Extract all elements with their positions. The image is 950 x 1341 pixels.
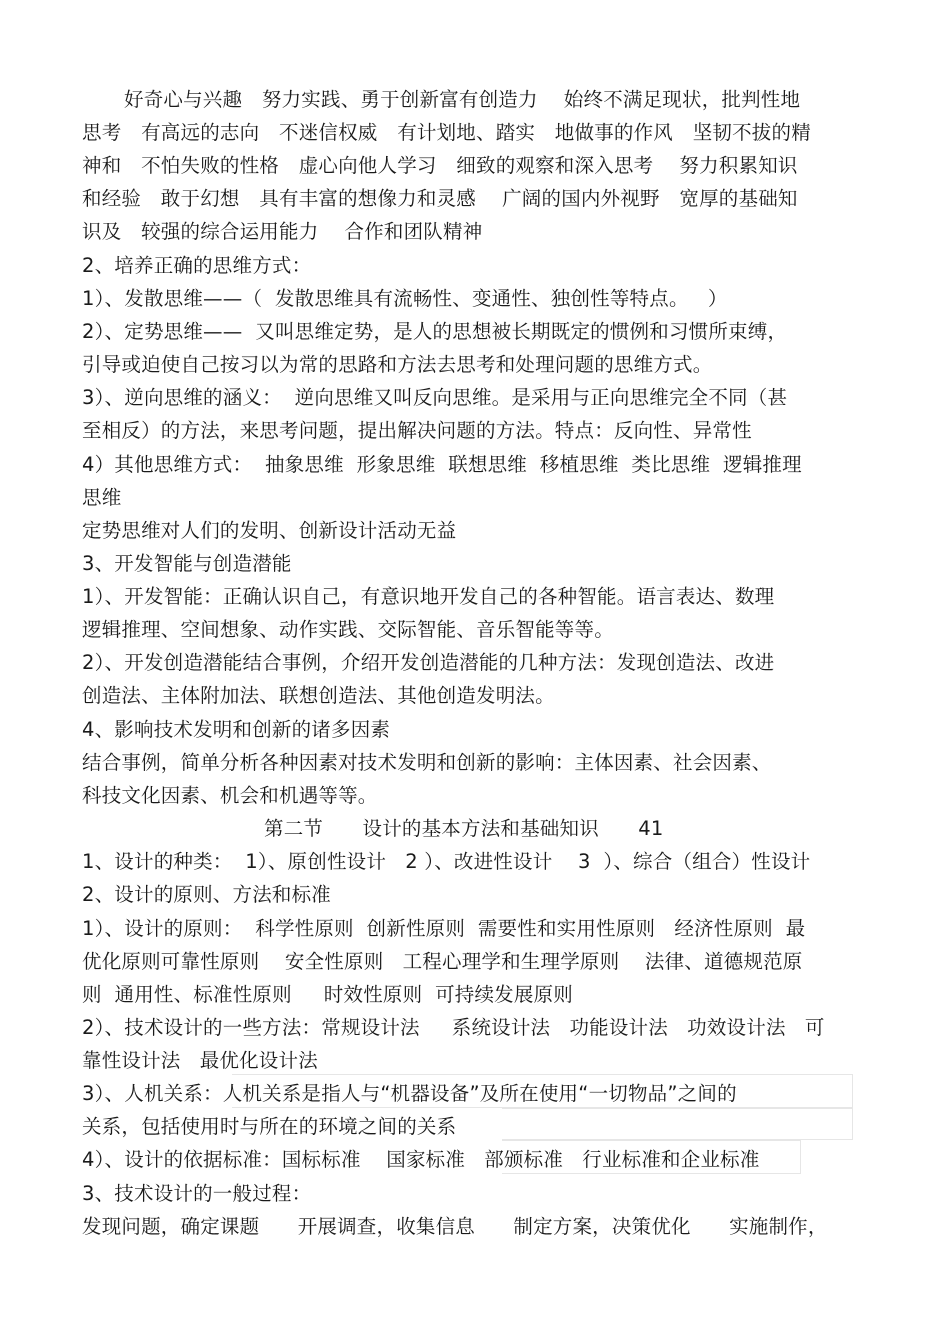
heading-4: 4、影响技术发明和创新的诸多因素 <box>82 718 391 741</box>
scan-box-artifact <box>502 1140 801 1174</box>
text-line: 科技文化因素、机会和机遇等等。 <box>82 784 378 807</box>
text-line: 4）其他思维方式： 抽象思维 形象思维 联想思维 移植思维 类比思维 逻辑推理 <box>82 453 802 476</box>
text-line: 关系，包括使用时与所在的环境之间的关系 <box>82 1115 457 1138</box>
text-line: 靠性设计法 最优化设计法 <box>82 1049 318 1072</box>
text-line: 4）、设计的依据标准：国标标准 国家标准 部颁标准 行业标准和企业标准 <box>82 1148 760 1171</box>
text-line: 和经验 敢于幻想 具有丰富的想像力和灵感 广阔的国内外视野 宽厚的基础知 <box>82 187 798 210</box>
text-line: 1）、开发智能：正确认识自己，有意识地开发自己的各种智能。语言表达、数理 <box>82 585 775 608</box>
text-line: 3）、逆向思维的涵义： 逆向思维又叫反向思维。是采用与正向思维完全不同（甚 <box>82 386 788 409</box>
text-line: 1、设计的种类： 1）、原创性设计 2 ）、改进性设计 3 ）、综合（组合）性设计 <box>82 850 811 873</box>
text-line: 结合事例，简单分析各种因素对技术发明和创新的影响：主体因素、社会因素、 <box>82 751 772 774</box>
text-line: 2）、开发创造潜能结合事例，介绍开发创造潜能的几种方法：发现创造法、改进 <box>82 651 775 674</box>
scan-box-artifact <box>232 1074 853 1108</box>
text-line: 思维 <box>82 486 122 509</box>
text-line: 逻辑推理、空间想象、动作实践、交际智能、音乐智能等等。 <box>82 618 614 641</box>
heading-3: 3、开发智能与创造潜能 <box>82 552 292 575</box>
text-line: 好奇心与兴趣 努力实践、勇于创新富有创造力 始终不满足现状，批判性地 <box>124 88 801 111</box>
text-line: 创造法、主体附加法、联想创造法、其他创造发明法。 <box>82 684 555 707</box>
text-line: 3）、人机关系：人机关系是指人与“机器设备”及所在使用“一切物品”之间的 <box>82 1082 737 1105</box>
text-line: 识及 较强的综合运用能力 合作和团队精神 <box>82 220 483 243</box>
text-line: 则 通用性、标准性原则 时效性原则 可持续发展原则 <box>82 983 573 1006</box>
text-line: 1）、发散思维——（ 发散思维具有流畅性、变通性、独创性等特点。 ） <box>82 287 728 310</box>
text-line: 2）、定势思维—— 又叫思维定势，是人的思想被长期既定的惯例和习惯所束缚， <box>82 320 788 343</box>
section-title: 第二节 设计的基本方法和基础知识 41 <box>264 817 664 840</box>
heading-3: 3、技术设计的一般过程： <box>82 1182 312 1205</box>
text-line: 至相反）的方法，来思考问题，提出解决问题的方法。特点：反向性、异常性 <box>82 419 752 442</box>
text-line: 2）、技术设计的一些方法：常规设计法 系统设计法 功能设计法 功效设计法 可 <box>82 1016 825 1039</box>
text-line: 优化原则可靠性原则 安全性原则 工程心理学和生理学原则 法律、道德规范原 <box>82 950 803 973</box>
heading-2: 2、培养正确的思维方式： <box>82 254 312 277</box>
text-line: 发现问题，确定课题 开展调查，收集信息 制定方案，决策优化 实施制作， <box>82 1215 828 1238</box>
text-line: 神和 不怕失败的性格 虚心向他人学习 细致的观察和深入思考 努力积累知识 <box>82 154 798 177</box>
text-line: 定势思维对人们的发明、创新设计活动无益 <box>82 519 457 542</box>
text-line: 思考 有高远的志向 不迷信权威 有计划地、踏实 地做事的作风 坚韧不拔的精 <box>82 121 811 144</box>
heading-2: 2、设计的原则、方法和标准 <box>82 883 332 906</box>
scan-box-artifact <box>502 1108 853 1140</box>
text-line: 引导或迫使自己按习以为常的思路和方法去思考和处理问题的思维方式。 <box>82 353 713 376</box>
text-line: 1）、设计的原则： 科学性原则 创新性原则 需要性和实用性原则 经济性原则 最 <box>82 917 806 940</box>
